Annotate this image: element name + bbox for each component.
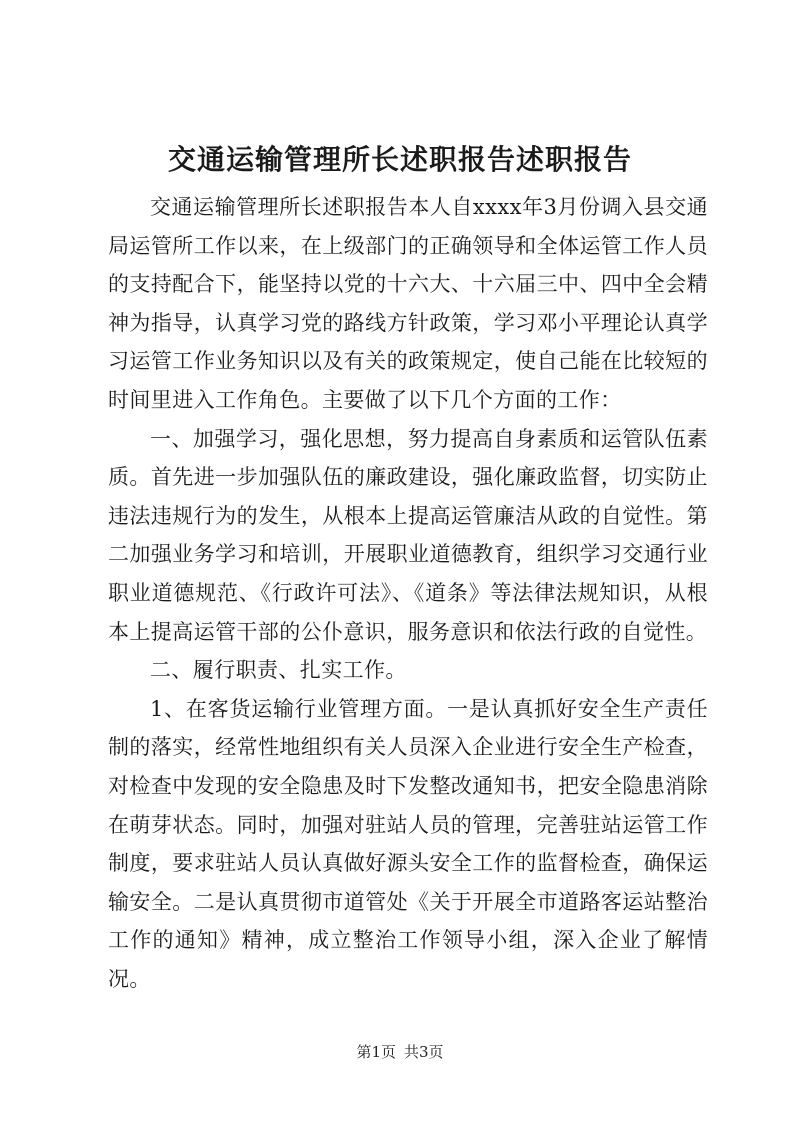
paragraph-intro: 交通运输管理所长述职报告本人自xxxx年3月份调入县交通局运管所工作以来，在上级部门的正确领导和全体运管工作人员的支持配合下，能坚持以党的十六大、十六届三中、四中全会精神为指导，认真学习党的路线方针政策，学习邓小平理论认真学习运管工作业务知识以及有关的政策规定，使自己能在比较短的时间里进入工作角色。主要做了以下几个方面的工作：: [108, 195, 708, 412]
paragraph-section-two-item-one: 1、在客货运输行业管理方面。一是认真抓好安全生产责任制的落实，经常性地组织有关人员深入企业进行安全生产检查，对检查中发现的安全隐患及时下发整改通知书，把安全隐患消除在萌芽状态。同时，加强对驻站人员的管理，完善驻站运管工作制度，要求驻站人员认真做好源头安全工作的监督检查，确保运输安全。二是认真贯彻市道管处《关于开展全市道路客运站整治工作的通知》精神，成立整治工作领导小组，深入企业了解情况。: [108, 696, 708, 991]
page-number: 第1页: [356, 1043, 396, 1061]
document-body: [108, 188, 708, 998]
paragraph-section-one: 一、加强学习，强化思想，努力提高自身素质和运管队伍素质。首先进一步加强队伍的廉政建设，强化廉政监督，切实防止违法违规行为的发生，从根本上提高运管廉洁从政的自觉性。第二加强业务学习和培训，开展职业道德教育，组织学习交通行业职业道德规范、《行政许可法》、《道条》等法律法规知识，从根本上提高运管干部的公仆意识，服务意识和依法行政的自觉性。: [108, 426, 708, 644]
page-total: 共3页: [404, 1043, 444, 1061]
page-footer: [0, 1042, 800, 1062]
document-title: 交通运输管理所长述职报告述职报告: [167, 143, 632, 176]
paragraph-section-two-heading: 二、履行职责、扎实工作。: [150, 658, 407, 683]
